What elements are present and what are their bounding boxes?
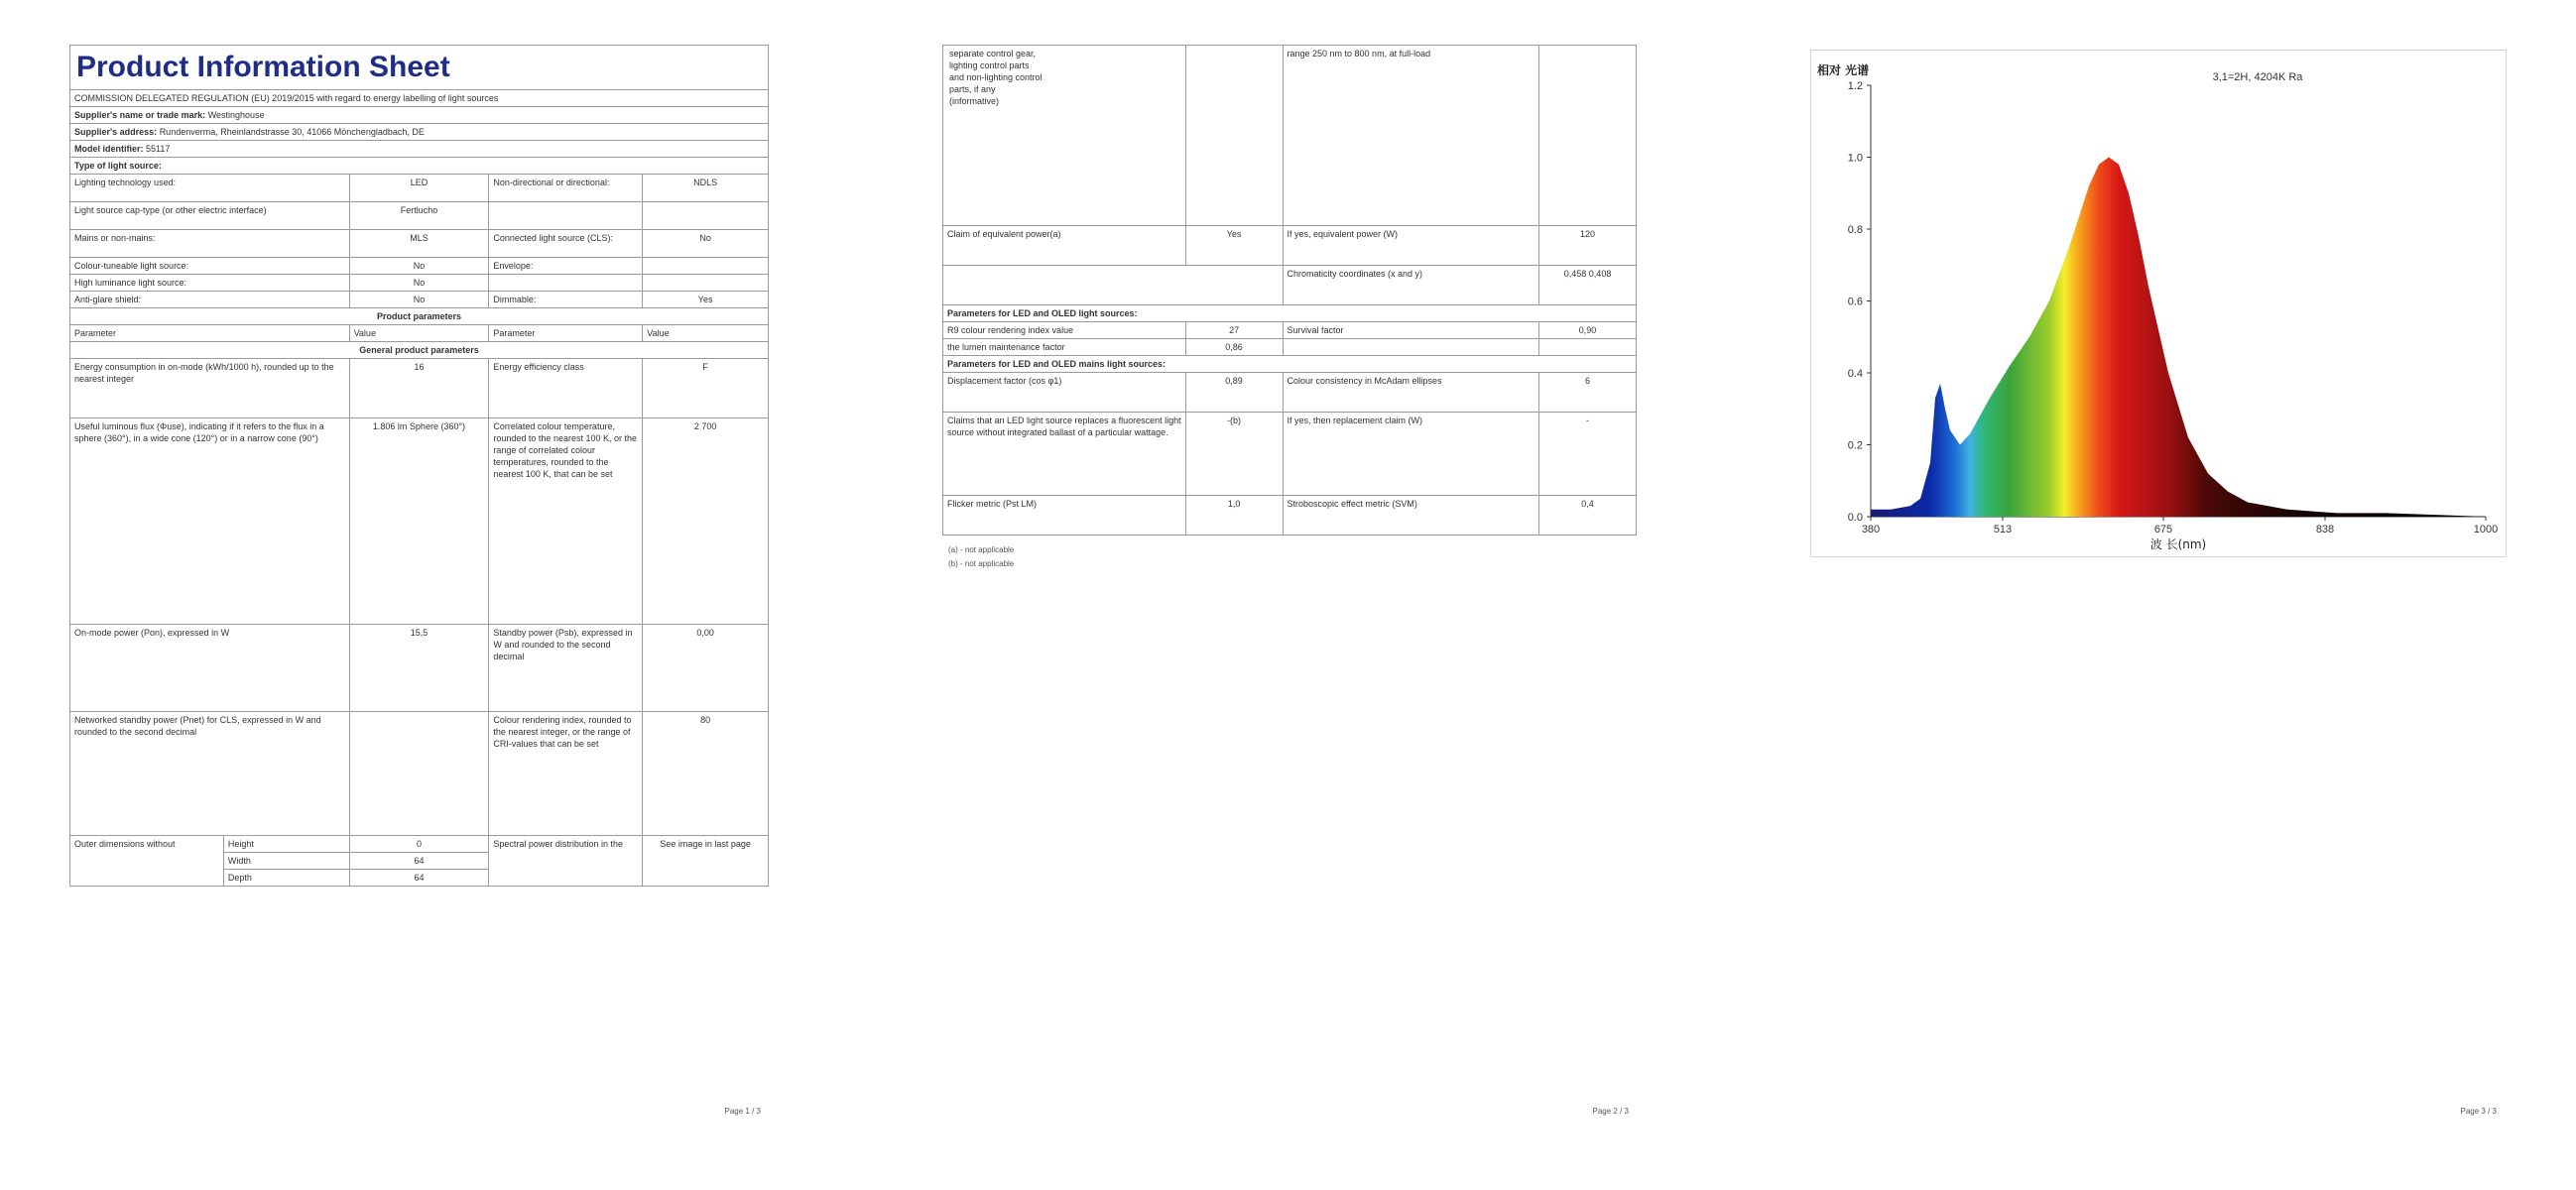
table-row — [943, 266, 1637, 305]
table-row — [70, 836, 769, 853]
cell-value — [643, 202, 769, 230]
cell-label: Non-directional or directional: — [489, 175, 643, 202]
cell-label: Colour consistency in McAdam ellipses — [1283, 373, 1539, 413]
table-row — [943, 496, 1637, 536]
table-row — [943, 226, 1637, 266]
product-parameters-heading: Product parameters — [70, 308, 769, 325]
dim-name: Height — [223, 836, 349, 853]
cell-value: 16 — [349, 359, 489, 418]
table-row — [70, 202, 769, 230]
table-row — [70, 275, 769, 292]
model-label: Model identifier: — [74, 144, 144, 154]
table-row — [70, 418, 769, 625]
cell-value: 0,00 — [643, 625, 769, 712]
column-header: Parameter — [489, 325, 643, 342]
cell-label: Envelope: — [489, 258, 643, 275]
table-header-row — [70, 325, 769, 342]
cell-value: 0,89 — [1185, 373, 1283, 413]
cell-empty — [943, 266, 1284, 305]
page-number: Page 1 / 3 — [724, 1107, 761, 1116]
column-header: Value — [349, 325, 489, 342]
cell-label: Displacement factor (cos φ1) — [943, 373, 1186, 413]
y-tick-label: 0.2 — [1847, 439, 1863, 452]
cell-value: - — [1539, 413, 1637, 496]
regulation-text: COMMISSION DELEGATED REGULATION (EU) 2019/2015 with regard to energy labelling of light sources — [70, 90, 769, 107]
cell-label: R9 colour rendering index value — [943, 322, 1186, 339]
cell-value — [1539, 46, 1637, 226]
cell-value: Fertlucho — [349, 202, 489, 230]
cell-label: Networked standby power (Pnet) for CLS, expressed in W and rounded to the second decimal — [70, 712, 350, 836]
cell-value: F — [643, 359, 769, 418]
cell-label: Flicker metric (Pst LM) — [943, 496, 1186, 536]
table-row — [70, 230, 769, 258]
cell-value — [643, 258, 769, 275]
cell-value: Yes — [1185, 226, 1283, 266]
table-row — [943, 46, 1637, 226]
dim-name: Depth — [223, 870, 349, 887]
x-axis-label: 波 长(nm) — [2149, 537, 2207, 551]
cell-label: Energy consumption in on-mode (kWh/1000 h), rounded up to the nearest integer — [70, 359, 350, 418]
cell-label: On-mode power (Pon), expressed in W — [70, 625, 350, 712]
page-1 — [69, 45, 769, 1116]
cell-value — [349, 712, 489, 836]
cell-label — [1283, 339, 1539, 356]
cell-value: 27 — [1185, 322, 1283, 339]
y-tick-label: 1.2 — [1847, 80, 1863, 92]
cell-value: Yes — [643, 292, 769, 308]
page-title: Product Information Sheet — [70, 46, 769, 90]
model-row — [70, 141, 769, 158]
cell-label: High luminance light source: — [70, 275, 350, 292]
cell-value: No — [643, 230, 769, 258]
supplier-name-row — [70, 107, 769, 124]
general-parameters-heading: General product parameters — [70, 342, 769, 359]
table-row — [70, 175, 769, 202]
dim-value: 64 — [349, 853, 489, 870]
dim-value: 64 — [349, 870, 489, 887]
cell-value: No — [349, 292, 489, 308]
cell-label — [943, 46, 1186, 226]
product-info-table — [69, 45, 769, 887]
y-tick-label: 0.6 — [1847, 296, 1863, 308]
cell-value: -(b) — [1185, 413, 1283, 496]
table-row — [70, 292, 769, 308]
cell-label: Connected light source (CLS): — [489, 230, 643, 258]
footnote-b: (b) - not applicable — [948, 559, 1015, 568]
x-tick-label: 675 — [2153, 524, 2173, 536]
cell-label — [489, 275, 643, 292]
supplier-address-row — [70, 124, 769, 141]
page-number: Page 3 / 3 — [2460, 1107, 2497, 1116]
table-row — [943, 322, 1637, 339]
cell-value — [1539, 339, 1637, 356]
cell-label: If yes, equivalent power (W) — [1283, 226, 1539, 266]
page-3 — [1810, 45, 2505, 1116]
cell-label — [489, 202, 643, 230]
y-tick-label: 1.0 — [1847, 152, 1863, 165]
cell-value: 1,0 — [1185, 496, 1283, 536]
cell-label: Useful luminous flux (Φuse), indicating if it refers to the flux in a sphere (360°), in a wide cone (120°) or in a narrow cone (90°) — [70, 418, 350, 625]
cell-value: 0,90 — [1539, 322, 1637, 339]
cell-label: Claims that an LED light source replaces a fluorescent light source without integrated ballast of a particular wattage. — [943, 413, 1186, 496]
led-section-heading: Parameters for LED and OLED light sources: — [943, 305, 1637, 322]
spectrum-chart-svg — [1811, 51, 2506, 556]
table-row — [943, 413, 1637, 496]
cell-label: Survival factor — [1283, 322, 1539, 339]
x-tick-label: 1000 — [2473, 524, 2499, 536]
y-tick-label: 0.8 — [1847, 224, 1863, 236]
table-row — [70, 625, 769, 712]
cell-value: 80 — [643, 712, 769, 836]
cell-label: If yes, then replacement claim (W) — [1283, 413, 1539, 496]
cell-value: NDLS — [643, 175, 769, 202]
cell-label: Chromaticity coordinates (x and y) — [1283, 266, 1539, 305]
cell-value: 2 700 — [643, 418, 769, 625]
cell-value: No — [349, 275, 489, 292]
y-tick-label: 0.0 — [1847, 512, 1863, 524]
cell-value: 1.806 lm Sphere (360°) — [349, 418, 489, 625]
column-header: Value — [643, 325, 769, 342]
table-row — [70, 712, 769, 836]
cell-label: Anti-glare shield: — [70, 292, 350, 308]
cell-value: No — [349, 258, 489, 275]
supplier-address-label: Supplier's address: — [74, 127, 158, 137]
cell-value: 0,86 — [1185, 339, 1283, 356]
cell-label: Lighting technology used: — [70, 175, 350, 202]
parameters-table — [942, 45, 1637, 536]
cell-label: Stroboscopic effect metric (SVM) — [1283, 496, 1539, 536]
cell-label: Standby power (Psb), expressed in W and rounded to the second decimal — [489, 625, 643, 712]
cell-text: separate control gear, lighting control parts and non-lighting control parts, if any (informative) — [949, 49, 1043, 106]
chart-title: 3,1=2H, 4204K Ra — [2212, 71, 2303, 83]
table-row — [943, 373, 1637, 413]
y-axis-label: 相对 光谱 — [1817, 63, 1870, 77]
column-header: Parameter — [70, 325, 350, 342]
type-of-light-source: Type of light source: — [70, 158, 769, 175]
supplier-name: Westinghouse — [207, 110, 265, 120]
cell-label: Energy efficiency class — [489, 359, 643, 418]
cell-label: the lumen maintenance factor — [943, 339, 1186, 356]
cell-value: 120 — [1539, 226, 1637, 266]
cell-value: 0,458 0,408 — [1539, 266, 1637, 305]
spectrum-area — [1871, 158, 2486, 518]
cell-label: range 250 nm to 800 nm, at full-load — [1283, 46, 1539, 226]
cell-label: Mains or non-mains: — [70, 230, 350, 258]
cell-label: Colour-tuneable light source: — [70, 258, 350, 275]
footnote-a: (a) - not applicable — [948, 545, 1015, 554]
x-tick-label: 838 — [2315, 524, 2335, 536]
table-row — [943, 339, 1637, 356]
cell-label: Colour rendering index, rounded to the nearest integer, or the range of CRI-values that can be set — [489, 712, 643, 836]
cell-value — [643, 275, 769, 292]
supplier-address: Rundenverma, Rheinlandstrasse 30, 41066 Mönchengladbach, DE — [159, 127, 425, 137]
dims-label: Outer dimensions without — [70, 836, 224, 887]
spectrum-chart — [1810, 50, 2507, 557]
table-row — [70, 359, 769, 418]
cell-label: Correlated colour temperature, rounded to the nearest 100 K, or the range of correlated colour temperatures, rounded to the nearest 100 K, that can be set — [489, 418, 643, 625]
table-row — [70, 258, 769, 275]
dim-value: 0 — [349, 836, 489, 853]
mains-section-heading: Parameters for LED and OLED mains light sources: — [943, 356, 1637, 373]
cell-value — [1185, 46, 1283, 226]
supplier-name-label: Supplier's name or trade mark: — [74, 110, 206, 120]
cell-label: Light source cap-type (or other electric interface) — [70, 202, 350, 230]
dim-name: Width — [223, 853, 349, 870]
cell-value: MLS — [349, 230, 489, 258]
spd-label: Spectral power distribution in the — [489, 836, 643, 887]
y-tick-label: 0.4 — [1847, 368, 1863, 380]
model-identifier: 55117 — [146, 144, 171, 154]
cell-label: Claim of equivalent power(a) — [943, 226, 1186, 266]
cell-value: LED — [349, 175, 489, 202]
x-tick-label: 513 — [1993, 524, 2013, 536]
cell-label: Dimmable: — [489, 292, 643, 308]
cell-value: 6 — [1539, 373, 1637, 413]
spd-value: See image in last page — [643, 836, 769, 887]
cell-value: 0,4 — [1539, 496, 1637, 536]
x-tick-label: 380 — [1861, 524, 1881, 536]
page-2 — [942, 45, 1637, 1116]
cell-value: 15,5 — [349, 625, 489, 712]
page-number: Page 2 / 3 — [1592, 1107, 1629, 1116]
